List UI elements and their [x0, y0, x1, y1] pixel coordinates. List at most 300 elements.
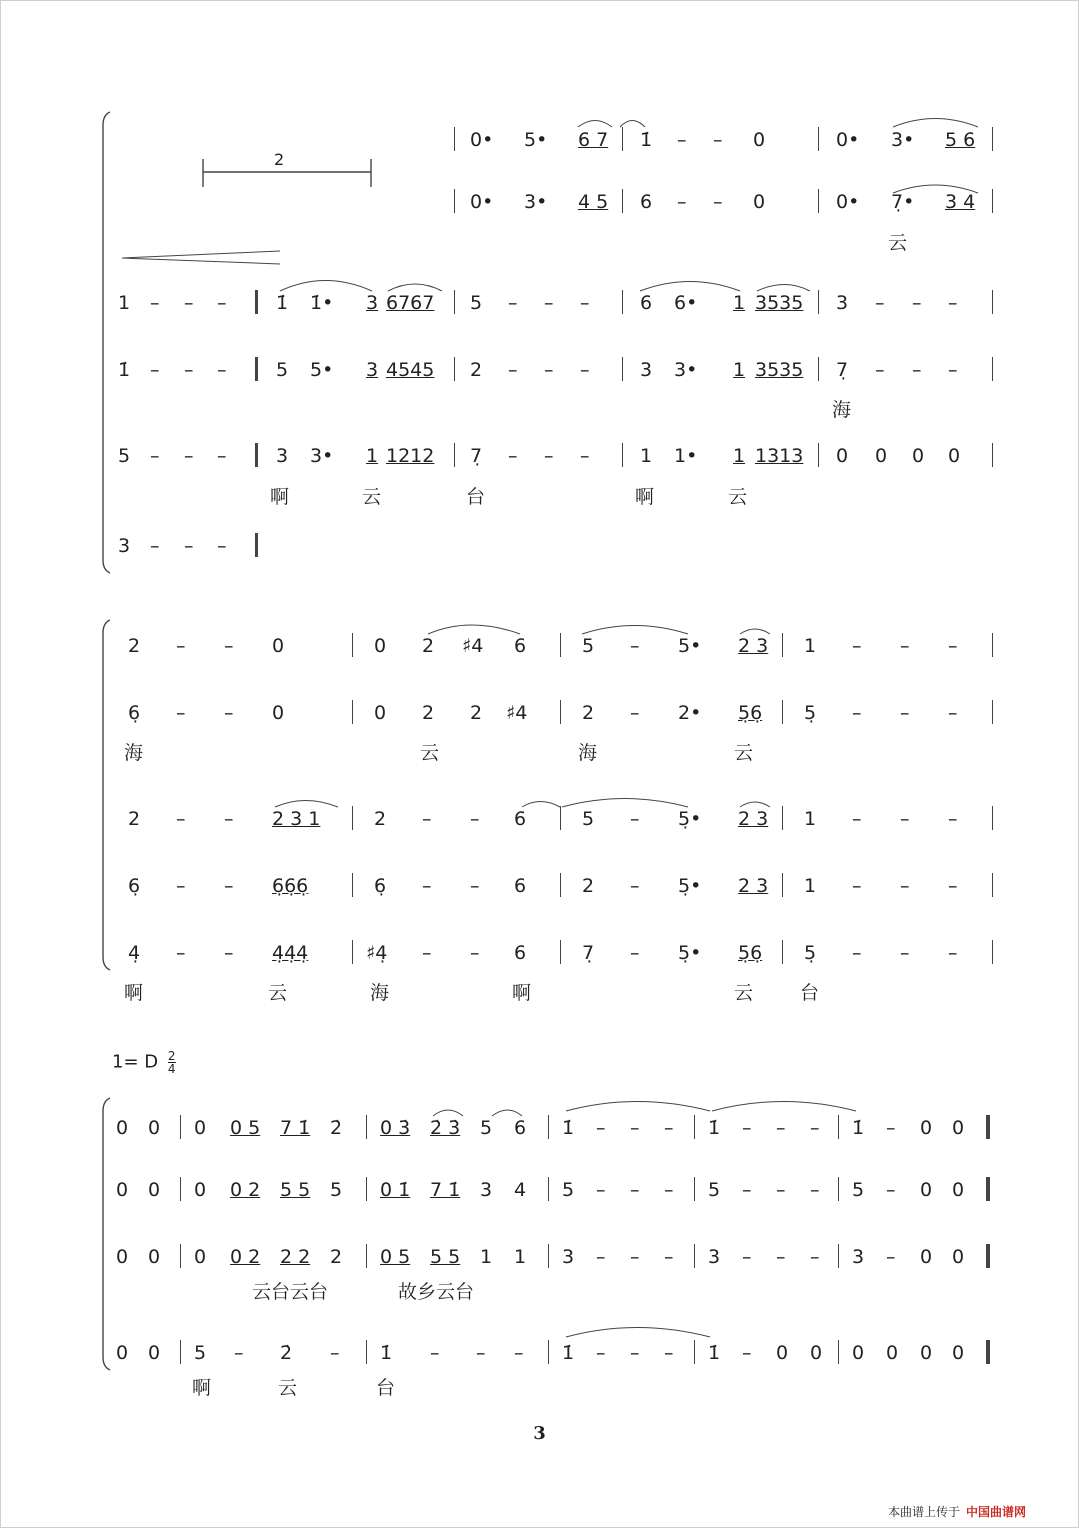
- note: 1̇: [380, 1342, 393, 1364]
- lyric: 啊: [192, 1377, 212, 1399]
- note: –: [886, 1246, 896, 1268]
- barline: [992, 290, 993, 314]
- note: 0: [116, 1179, 129, 1201]
- barline: [838, 1115, 839, 1139]
- note: 0: [875, 445, 888, 467]
- barline: [818, 290, 819, 314]
- note: 1: [514, 1246, 527, 1268]
- note: –: [875, 292, 885, 314]
- barline: [782, 940, 783, 964]
- note: –: [664, 1246, 674, 1268]
- note: 0: [952, 1117, 965, 1139]
- note: –: [948, 292, 958, 314]
- note: –: [176, 702, 186, 724]
- barline: [352, 700, 353, 724]
- note: 5: [194, 1342, 207, 1364]
- note: 0: [920, 1246, 933, 1268]
- note: –: [630, 702, 640, 724]
- barline: [838, 1177, 839, 1201]
- note: 0•: [836, 129, 860, 151]
- note: –: [224, 702, 234, 724]
- barline: [782, 873, 783, 897]
- note: 1: [733, 292, 746, 314]
- note: –: [886, 1179, 896, 1201]
- note: 3535: [755, 359, 804, 381]
- note: 5̣: [804, 942, 817, 964]
- barline: [180, 1244, 181, 1268]
- note: 1: [118, 292, 131, 314]
- note: 6: [514, 942, 527, 964]
- barline: [992, 127, 993, 151]
- note: –: [776, 1117, 786, 1139]
- note: –: [900, 942, 910, 964]
- note: –: [176, 942, 186, 964]
- note: 6: [514, 875, 527, 897]
- note: 1̇: [562, 1117, 575, 1139]
- note: –: [596, 1342, 606, 1364]
- barline: [782, 700, 783, 724]
- lyric: 海: [578, 742, 598, 764]
- lyric: 云: [420, 742, 440, 764]
- note: 3•: [891, 129, 915, 151]
- note: –: [948, 635, 958, 657]
- barline: [622, 127, 623, 151]
- lyric: 海: [832, 399, 852, 421]
- note: 5: [852, 1179, 865, 1201]
- note: 0: [920, 1117, 933, 1139]
- barline: [366, 1115, 367, 1139]
- lyric: 云台云台: [252, 1281, 329, 1303]
- note: –: [677, 129, 687, 151]
- barline: [992, 700, 993, 724]
- note: 5: [708, 1179, 721, 1201]
- barline: [818, 189, 819, 213]
- note: –: [422, 875, 432, 897]
- note: 0•: [470, 191, 494, 213]
- note: 6̣: [128, 875, 141, 897]
- note: –: [852, 808, 862, 830]
- barline: [548, 1115, 549, 1139]
- note: 2: [128, 808, 141, 830]
- note: –: [776, 1179, 786, 1201]
- barline: [622, 357, 623, 381]
- note: 1313: [755, 445, 804, 467]
- note: 0 5: [380, 1246, 411, 1268]
- lyric: 云: [268, 982, 288, 1004]
- note: 2: [422, 635, 435, 657]
- note: 3: [480, 1179, 493, 1201]
- barline: [352, 873, 353, 897]
- note: 0•: [470, 129, 494, 151]
- lyric: 啊: [270, 486, 290, 508]
- note: 2: [128, 635, 141, 657]
- barline: [548, 1340, 549, 1364]
- note: 1: [640, 445, 653, 467]
- note: 1̇•: [310, 292, 334, 314]
- note: –: [810, 1246, 820, 1268]
- barline: [454, 357, 455, 381]
- note: 6̣: [128, 702, 141, 724]
- note: –: [150, 445, 160, 467]
- barline: [560, 700, 561, 724]
- note: 1̇: [118, 359, 131, 381]
- note: –: [852, 635, 862, 657]
- note: 0: [374, 702, 387, 724]
- note: –: [184, 445, 194, 467]
- note: 2: [374, 808, 387, 830]
- note: –: [713, 191, 723, 213]
- note: –: [176, 635, 186, 657]
- note: 3: [366, 359, 379, 381]
- note: 0: [194, 1117, 207, 1139]
- note: –: [742, 1342, 752, 1364]
- note: –: [470, 875, 480, 897]
- note: –: [912, 359, 922, 381]
- key-label: 1= D: [112, 1051, 159, 1073]
- note: 5̣6̣: [738, 702, 763, 724]
- note: –: [852, 702, 862, 724]
- note: 0: [272, 702, 285, 724]
- note: 1̇: [852, 1117, 865, 1139]
- note: –: [664, 1342, 674, 1364]
- lyric: 海: [124, 742, 144, 764]
- note: –: [217, 445, 227, 467]
- barline: [818, 127, 819, 151]
- note: –: [948, 808, 958, 830]
- barline: [180, 1115, 181, 1139]
- note: –: [508, 292, 518, 314]
- footer-brand: 中国曲谱网: [966, 1505, 1027, 1519]
- note: 7̣: [582, 942, 595, 964]
- note: 5: [562, 1179, 575, 1201]
- final-barline: [986, 1177, 990, 1201]
- lyric: 云: [728, 486, 748, 508]
- note: 4̣: [128, 942, 141, 964]
- note: 7̣•: [891, 191, 915, 213]
- note: –: [224, 635, 234, 657]
- note: 0: [116, 1342, 129, 1364]
- barline: [548, 1244, 549, 1268]
- note: 0: [810, 1342, 823, 1364]
- final-barline: [986, 1340, 990, 1364]
- note: 1•: [674, 445, 698, 467]
- note: ♯4̣: [366, 942, 388, 964]
- note: –: [580, 292, 590, 314]
- barline: [818, 443, 819, 467]
- note: 0 2: [230, 1246, 261, 1268]
- note: 1: [804, 808, 817, 830]
- note: 5̣•: [678, 942, 702, 964]
- note: –: [900, 808, 910, 830]
- note: –: [852, 875, 862, 897]
- note: 6: [514, 1117, 527, 1139]
- note: –: [514, 1342, 524, 1364]
- note: 5: [582, 635, 595, 657]
- note: 6 7: [578, 129, 609, 151]
- note: 1: [804, 875, 817, 897]
- barline: [352, 806, 353, 830]
- lyric: 云: [278, 1377, 298, 1399]
- note: 1: [804, 635, 817, 657]
- note: 3: [562, 1246, 575, 1268]
- note: –: [630, 1342, 640, 1364]
- note: 1̇: [708, 1342, 721, 1364]
- barline: [454, 127, 455, 151]
- lyric: 海: [370, 982, 390, 1004]
- note: 0 2: [230, 1179, 261, 1201]
- note: 4545: [386, 359, 435, 381]
- note: 2: [582, 702, 595, 724]
- note: 4 5: [578, 191, 609, 213]
- note: 0: [148, 1246, 161, 1268]
- note: –: [742, 1246, 752, 1268]
- note: ♯4: [462, 635, 484, 657]
- lyric: 啊: [512, 982, 532, 1004]
- barline: [352, 633, 353, 657]
- note: –: [630, 1246, 640, 1268]
- note: –: [150, 292, 160, 314]
- key-signature: [112, 1050, 176, 1075]
- note: –: [217, 292, 227, 314]
- note: –: [630, 1179, 640, 1201]
- note: 0 1̇: [380, 1179, 411, 1201]
- barline: [352, 940, 353, 964]
- barline: [560, 806, 561, 830]
- note: 7 1̇: [280, 1117, 311, 1139]
- note: –: [900, 702, 910, 724]
- lyric: 啊: [124, 982, 144, 1004]
- lyric: 台: [466, 486, 486, 508]
- note: 5•: [310, 359, 334, 381]
- note: 0: [148, 1342, 161, 1364]
- note: 5 5: [280, 1179, 311, 1201]
- note: 3•: [674, 359, 698, 381]
- note: –: [508, 359, 518, 381]
- note: 5: [480, 1117, 493, 1139]
- note: 5̣•: [678, 808, 702, 830]
- barline: [560, 940, 561, 964]
- note: 2: [470, 702, 483, 724]
- barline: [560, 633, 561, 657]
- note: 2 3: [738, 875, 769, 897]
- note: –: [224, 875, 234, 897]
- note: 0: [374, 635, 387, 657]
- note: –: [664, 1117, 674, 1139]
- note: 2 3 1: [272, 808, 321, 830]
- note: 7 1̇: [430, 1179, 461, 1201]
- note: 6: [640, 191, 653, 213]
- time-bottom: 4: [167, 1062, 176, 1076]
- note: –: [596, 1179, 606, 1201]
- note: 3: [708, 1246, 721, 1268]
- barline: [992, 633, 993, 657]
- note: –: [234, 1342, 244, 1364]
- note: 5̣6̣: [738, 942, 763, 964]
- note: 3535: [755, 292, 804, 314]
- note: 0: [852, 1342, 865, 1364]
- note: 2•: [678, 702, 702, 724]
- note: 0: [920, 1179, 933, 1201]
- barline: [560, 873, 561, 897]
- barline: [992, 806, 993, 830]
- barline: [622, 290, 623, 314]
- note: 0: [753, 129, 766, 151]
- note: –: [948, 875, 958, 897]
- note: –: [948, 702, 958, 724]
- note: –: [852, 942, 862, 964]
- note: 3•: [310, 445, 334, 467]
- note: –: [810, 1179, 820, 1201]
- note: –: [664, 1179, 674, 1201]
- note: 2 3: [738, 635, 769, 657]
- lyric: 故乡云台: [398, 1281, 475, 1303]
- note: –: [176, 875, 186, 897]
- note: –: [630, 942, 640, 964]
- note: –: [875, 359, 885, 381]
- note: 1: [733, 445, 746, 467]
- barline: [694, 1340, 695, 1364]
- note: 2̇: [280, 1342, 293, 1364]
- footer-text: 本曲谱上传于: [888, 1505, 961, 1519]
- barline: [548, 1177, 549, 1201]
- note: –: [422, 942, 432, 964]
- note: 0: [952, 1342, 965, 1364]
- barline: [818, 357, 819, 381]
- note: –: [810, 1117, 820, 1139]
- note: 1: [366, 445, 379, 467]
- note: 5: [276, 359, 289, 381]
- note: –: [630, 635, 640, 657]
- note: –: [224, 808, 234, 830]
- note: 0: [753, 191, 766, 213]
- note: 5̣•: [678, 875, 702, 897]
- barline: [454, 443, 455, 467]
- note: 0: [148, 1117, 161, 1139]
- barline: [992, 443, 993, 467]
- note: 7̣: [836, 359, 849, 381]
- note: –: [912, 292, 922, 314]
- note: 4̣4̣4̣: [272, 942, 309, 964]
- note: –: [184, 535, 194, 557]
- note: –: [948, 942, 958, 964]
- note: 0: [952, 1179, 965, 1201]
- note: –: [544, 359, 554, 381]
- note: –: [217, 359, 227, 381]
- note: 1̇: [708, 1117, 721, 1139]
- barline: [622, 189, 623, 213]
- barline: [992, 357, 993, 381]
- note: 0: [886, 1342, 899, 1364]
- note: 5̣: [804, 702, 817, 724]
- note: 6•: [674, 292, 698, 314]
- time-signature: [168, 1050, 176, 1075]
- note: –: [224, 942, 234, 964]
- repeat-barline: [255, 357, 258, 381]
- note: –: [544, 292, 554, 314]
- lyric: 云: [734, 982, 754, 1004]
- barline: [180, 1177, 181, 1201]
- note: –: [422, 808, 432, 830]
- note: 3: [640, 359, 653, 381]
- lyric: 台: [376, 1377, 396, 1399]
- page-number: 3: [533, 1423, 546, 1444]
- note: –: [900, 875, 910, 897]
- barline: [366, 1340, 367, 1364]
- lyric: 云: [362, 486, 382, 508]
- note: 0: [272, 635, 285, 657]
- note: 5 6: [945, 129, 976, 151]
- time-top: 2: [167, 1049, 176, 1063]
- note: ♯4: [506, 702, 528, 724]
- note: –: [544, 445, 554, 467]
- note: –: [184, 359, 194, 381]
- note: 7̣: [470, 445, 483, 467]
- note: 3: [366, 292, 379, 314]
- note: 0: [194, 1179, 207, 1201]
- lyric: 云: [888, 232, 908, 254]
- note: –: [677, 191, 687, 213]
- repeat-barline: [255, 290, 258, 314]
- note: 5: [330, 1179, 343, 1201]
- note: 0: [194, 1246, 207, 1268]
- note: 1: [480, 1246, 493, 1268]
- note: –: [596, 1246, 606, 1268]
- note: –: [948, 359, 958, 381]
- lyric: 台: [800, 982, 820, 1004]
- note: 1̇: [640, 129, 653, 151]
- note: 5: [118, 445, 131, 467]
- barline: [782, 633, 783, 657]
- note: 6767: [386, 292, 435, 314]
- barline: [694, 1115, 695, 1139]
- note: 1: [733, 359, 746, 381]
- note: –: [742, 1179, 752, 1201]
- note: 1212: [386, 445, 435, 467]
- barline: [838, 1340, 839, 1364]
- note: 2: [582, 875, 595, 897]
- note: 0: [952, 1246, 965, 1268]
- barline: [366, 1177, 367, 1201]
- note: 0: [776, 1342, 789, 1364]
- note: –: [476, 1342, 486, 1364]
- note: –: [580, 445, 590, 467]
- note: 3 4: [945, 191, 976, 213]
- note: 1̇: [276, 292, 289, 314]
- note: 0: [836, 445, 849, 467]
- note: 5•: [524, 129, 548, 151]
- note: 0 3̇: [380, 1117, 411, 1139]
- barline: [694, 1244, 695, 1268]
- note: –: [776, 1246, 786, 1268]
- note: 6: [640, 292, 653, 314]
- note: –: [900, 635, 910, 657]
- note: 2: [422, 702, 435, 724]
- final-barline: [986, 1115, 990, 1139]
- note: 4: [514, 1179, 527, 1201]
- final-barline: [986, 1244, 990, 1268]
- note: –: [742, 1117, 752, 1139]
- note: 6: [514, 635, 527, 657]
- note: 5•: [678, 635, 702, 657]
- note: –: [470, 808, 480, 830]
- barline: [992, 873, 993, 897]
- note: 6̣: [374, 875, 387, 897]
- note: –: [630, 875, 640, 897]
- lyric: 云: [734, 742, 754, 764]
- barline: [992, 189, 993, 213]
- volta-number: 2: [274, 150, 285, 169]
- note: –: [150, 359, 160, 381]
